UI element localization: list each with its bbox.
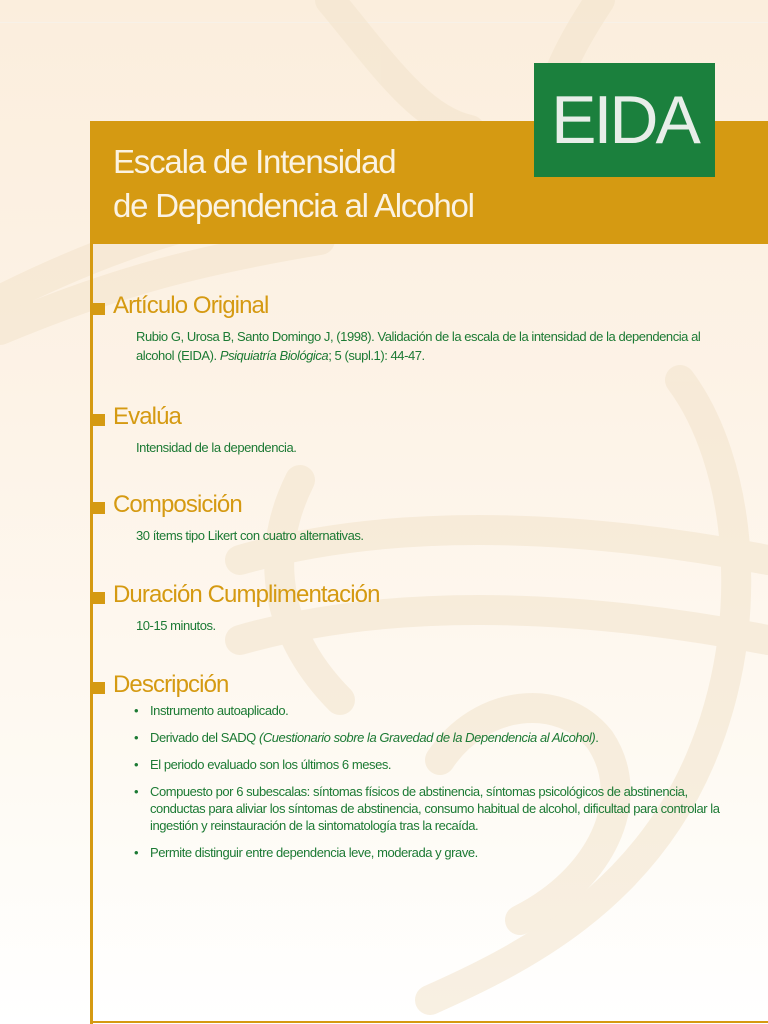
- list-item: • Permite distinguir entre dependencia leve, moderada y grave.: [134, 845, 478, 860]
- square-bullet-icon: [92, 682, 105, 694]
- bottom-rule: [90, 1021, 768, 1023]
- title-line-1: Escala de Intensidad: [113, 143, 396, 180]
- section-text: 30 ítems tipo Likert con cuatro alternativas.: [136, 528, 364, 543]
- section-heading: Evalúa: [113, 403, 181, 430]
- list-item: • Compuesto por 6 subescalas: síntomas físicos de abstinencia, síntomas psicológicos de abstinencia, conductas para aliviar los síntomas de abstinencia, consumo habitual de alcohol, dificultad para controlar la ingestión y reinstauración de la sintomatología tras la recaída.: [134, 784, 720, 833]
- title-line-2: de Dependencia al Alcohol: [113, 187, 474, 224]
- vertical-rule: [90, 238, 93, 1024]
- bullet-dot-icon: •: [134, 845, 139, 860]
- section-heading: Composición: [113, 491, 242, 518]
- eida-badge-text: EIDA: [551, 82, 698, 158]
- citation-authors: Rubio G, Urosa B, Santo Domingo J, (1998). Validación de la escala de la intensidad de la dependencia al alcohol (EIDA).: [136, 329, 701, 363]
- eida-badge: [534, 63, 715, 177]
- section-text: 10-15 minutos.: [136, 618, 216, 633]
- section-heading: Descripción: [113, 671, 229, 698]
- description-list: [134, 702, 724, 871]
- section-text: Intensidad de la dependencia.: [136, 440, 297, 455]
- page-title: [113, 140, 474, 228]
- bullet-dot-icon: •: [134, 784, 139, 799]
- list-item: • Derivado del SADQ (Cuestionario sobre la Gravedad de la Dependencia al Alcohol).: [134, 730, 599, 745]
- bullet-dot-icon: •: [134, 757, 139, 772]
- citation-text: [136, 327, 716, 365]
- sadq-full-name: (Cuestionario sobre la Gravedad de la Dependencia al Alcohol): [258, 730, 596, 745]
- section-heading: Duración Cumplimentación: [113, 581, 380, 608]
- bullet-dot-icon: •: [134, 730, 139, 745]
- list-item: • Instrumento autoaplicado.: [134, 703, 289, 718]
- square-bullet-icon: [92, 414, 105, 426]
- citation-journal: Psiquiatría Biológica: [219, 348, 329, 363]
- citation-volume: ; 5 (supl.1): 44-47.: [328, 348, 425, 363]
- square-bullet-icon: [92, 303, 105, 315]
- list-item: • El periodo evaluado son los últimos 6 meses.: [134, 757, 392, 772]
- section-heading: Artículo Original: [113, 292, 269, 319]
- square-bullet-icon: [92, 502, 105, 514]
- bullet-dot-icon: •: [134, 703, 139, 718]
- square-bullet-icon: [92, 592, 105, 604]
